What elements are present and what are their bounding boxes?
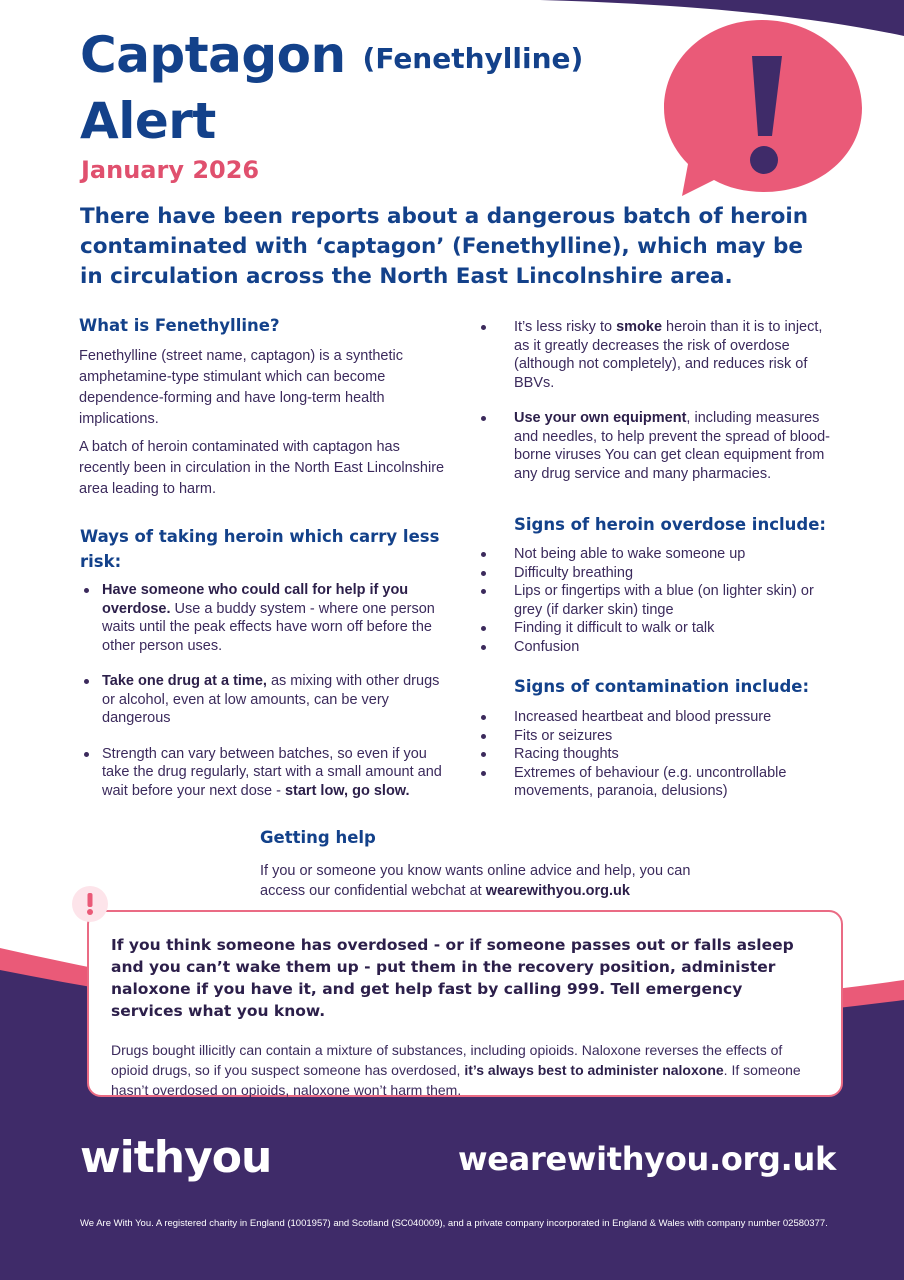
withyou-logo: withyou	[80, 1132, 272, 1183]
what-is-section	[79, 314, 449, 500]
title-paren: (Fenethylline)	[362, 42, 584, 75]
title-word: Captagon	[80, 26, 346, 84]
tips-list	[478, 318, 833, 483]
list-item: Lips or fingertips with a blue (on lighter skin) or grey (if darker skin) tinge	[478, 582, 838, 619]
help-section	[260, 826, 720, 901]
list-item: Increased heartbeat and blood pressure	[478, 708, 838, 727]
list-item: Not being able to wake someone up	[478, 545, 838, 564]
help-text: If you or someone you know wants online advice and help, you can access our confidential webchat at wearewithyou.org.uk	[260, 863, 691, 899]
title-line2: Alert	[80, 92, 216, 150]
list-item: It’s less risky to smoke heroin than it is to inject, as it greatly decreases the risk of overdose (although not completely), and reduces risk of BBVs.	[478, 318, 833, 392]
legal-text: We Are With You. A registered charity in England (1001957) and Scotland (SC040009), and a private company incorporated in England & Wales with company number 02580377.	[80, 1218, 828, 1229]
list-item: Difficulty breathing	[478, 564, 838, 583]
help-heading: Getting help	[260, 828, 376, 847]
ways-section	[80, 524, 445, 817]
list-item: Fits or seizures	[478, 727, 838, 746]
exclamation-bubble-icon	[658, 12, 870, 202]
list-item: Use your own equipment, including measures and needles, to help prevent the spread of blood-borne viruses You can get clean equipment from any drug service and many pharmacies.	[478, 409, 833, 483]
list-item: Confusion	[478, 638, 838, 657]
tips-section	[478, 318, 833, 500]
small-exclamation-icon	[70, 884, 110, 924]
what-is-heading: What is Fenethylline?	[79, 316, 280, 335]
ways-list	[80, 581, 445, 800]
what-is-para1: Fenethylline (street name, captagon) is a synthetic amphetamine-type stimulant which can become dependence-forming and have long-term health implications.	[79, 348, 403, 427]
alert-lead-text: If you think someone has overdosed - or if someone passes out or falls asleep and you can’t wake them up - put them in the recovery position, administer naloxone if you have it, and get help fast by calling 999. Tell emergency services what you know.	[111, 936, 794, 1020]
list-item: Finding it difficult to walk or talk	[478, 619, 838, 638]
list-item: Take one drug at a time, as mixing with other drugs or alcohol, even at low amounts, can be very dangerous	[80, 672, 445, 728]
overdose-list	[478, 545, 838, 656]
contamination-list	[478, 708, 838, 801]
list-item: Racing thoughts	[478, 745, 838, 764]
what-is-para2: A batch of heroin contaminated with captagon has recently been in circulation in the North East Lincolnshire area leading to harm.	[79, 439, 445, 497]
overdose-heading: Signs of heroin overdose include:	[514, 515, 826, 534]
alert-date: January 2026	[81, 156, 260, 184]
intro-text: There have been reports about a dangerous batch of heroin contaminated with ‘captagon’ (Fenethylline), which may be in circulation across the North East Lincolnshire area.	[80, 204, 809, 289]
overdose-section	[478, 513, 838, 656]
contamination-section	[478, 675, 838, 801]
footer-website[interactable]: wearewithyou.org.uk	[458, 1140, 836, 1178]
alert-body-text: Drugs bought illicitly can contain a mixture of substances, including opioids. Naloxone reverses the effects of opioid drugs, so if you suspect someone has overdosed, it’s always best to administer naloxone. If someone hasn’t overdosed on opioids, naloxone won’t harm them.	[111, 1042, 801, 1098]
ways-heading: Ways of taking heroin which carry less risk:	[80, 527, 440, 571]
list-item: Extremes of behaviour (e.g. uncontrollable movements, paranoia, delusions)	[478, 764, 838, 801]
list-item: Have someone who could call for help if you overdose. Use a buddy system - where one person waits until the peak effects have worn off before the other person uses.	[80, 581, 445, 655]
page-title	[80, 24, 583, 152]
help-link[interactable]: wearewithyou.org.uk	[485, 883, 630, 899]
list-item: Strength can vary between batches, so even if you take the drug regularly, start with a small amount and wait before your next dose - start low, go slow.	[80, 745, 445, 801]
emergency-alert-box	[87, 910, 843, 1097]
contamination-heading: Signs of contamination include:	[514, 677, 810, 696]
